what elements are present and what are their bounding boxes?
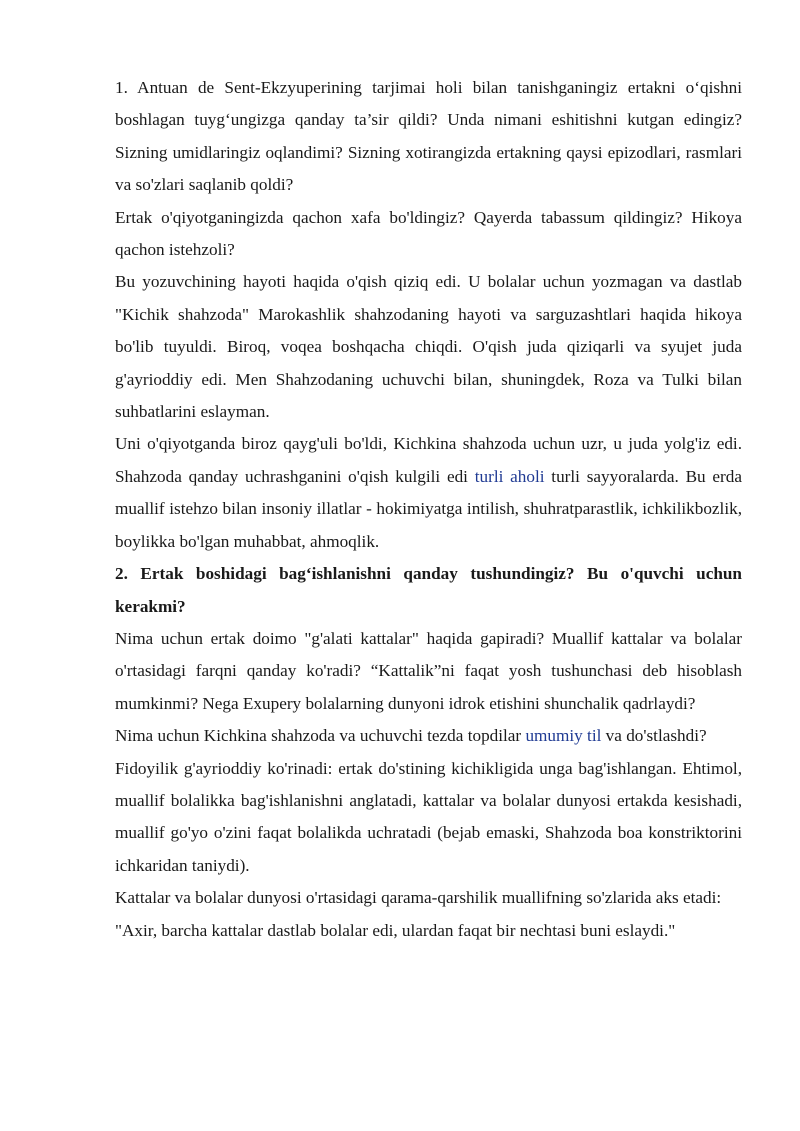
paragraph-text: Fidoyilik g'ayrioddiy ko'rinadi: ertak do'stining kichikligida unga bag'ishlangan. Ehtimol, muallif bolalikka bag'ishlanishni anglatadi, kattalar va bolalar dunyosi ertakda kesishadi, muallif go'yo o'zini faqat bolalikda uchratadi (bejab emaski, Shahzoda boa konstriktorini ichkaridan taniydi). [115, 758, 742, 875]
paragraph-text: va do'stlashdi? [601, 726, 707, 746]
paragraph-text: Nima uchun Kichkina shahzoda va uchuvchi tezda topdilar [115, 726, 526, 746]
paragraph-common-language [115, 720, 742, 752]
heading-question-2 [115, 558, 742, 623]
quote-text: "Axir, barcha kattalar dastlab bolalar edi, ulardan faqat bir nechtasi buni eslaydi." [115, 920, 676, 940]
paragraph-question-1 [115, 72, 742, 202]
paragraph-text: turli sayyoralarda. Bu erda muallif istehzo bilan insoniy illatlar - hokimiyatga intilish, shuhratparastlik, ichkilikbozlik, boylikka bo'lgan muhabbat, ahmoqlik. [115, 466, 743, 551]
paragraph-sad-smile [115, 202, 742, 267]
heading-text: 2. Ertak boshidagi bag‘ishlanishni qanday tushundingiz? Bu o'quvchi uchun kerakmi? [115, 564, 742, 616]
document-page [115, 72, 742, 947]
link-turli-aholi[interactable]: turli aholi [474, 466, 545, 486]
paragraph-text: Uni o'qiyotganda biroz qayg'uli bo'ldi, Kichkina shahzoda uchun uzr, u juda yolg'iz edi. Shahzoda qanday uchrashganini o'qish kulgili edi [115, 434, 742, 486]
paragraph-text: Nima uchun ertak doimo "g'alati kattalar" haqida gapiradi? Muallif kattalar va bolalar o'rtasidagi farqni qanday ko'radi? “Kattalik”ni faqat yosh tushunchasi deb hisoblash mumkinmi? Nega Exupery bolalarning dunyoni idrok etishini shunchalik qadrlaydi? [115, 628, 742, 713]
link-umumiy-til[interactable]: umumiy til [525, 726, 602, 746]
paragraph-strange-adults [115, 623, 742, 720]
paragraph-contrast [115, 882, 742, 914]
paragraph-text: Bu yozuvchining hayoti haqida o'qish qiziq edi. U bolalar uchun yozmagan va dastlab "Kichik shahzoda" Marokashlik shahzodaning hayoti va sarguzashtlari haqida hikoya bo'lib tuyuldi. Biroq, voqea boshqacha chiqdi. O'qish juda qiziqarli va syujet juda g'ayrioddiy edi. Men Shahzodaning uchuvchi bilan, shuningdek, Roza va Tulki bilan suhbatlarini eslayman. [115, 272, 742, 422]
paragraph-text: Ertak o'qiyotganingizda qachon xafa bo'ldingiz? Qayerda tabassum qildingiz? Hikoya qachon istehzoli? [115, 207, 742, 260]
paragraph-sadness [115, 428, 742, 558]
paragraph-dedication [115, 753, 742, 883]
paragraph-text: Kattalar va bolalar dunyosi o'rtasidagi qarama-qarshilik muallifning so'zlarida aks etadi: [115, 888, 722, 908]
paragraph-text: 1. Antuan de Sent-Ekzyuperining tarjimai holi bilan tanishganingiz ertakni o‘qishni boshlagan tuyg‘ungizga qanday ta’sir qildi? Unda nimani eshitishni kutgan edingiz? Sizning umidlaringiz oqlandimi? Sizning xotirangizda ertakning qaysi epizodlari, rasmlari va so'zlari saqlanib qoldi? [115, 78, 742, 195]
paragraph-writer-life [115, 266, 742, 428]
paragraph-quote [115, 915, 742, 947]
